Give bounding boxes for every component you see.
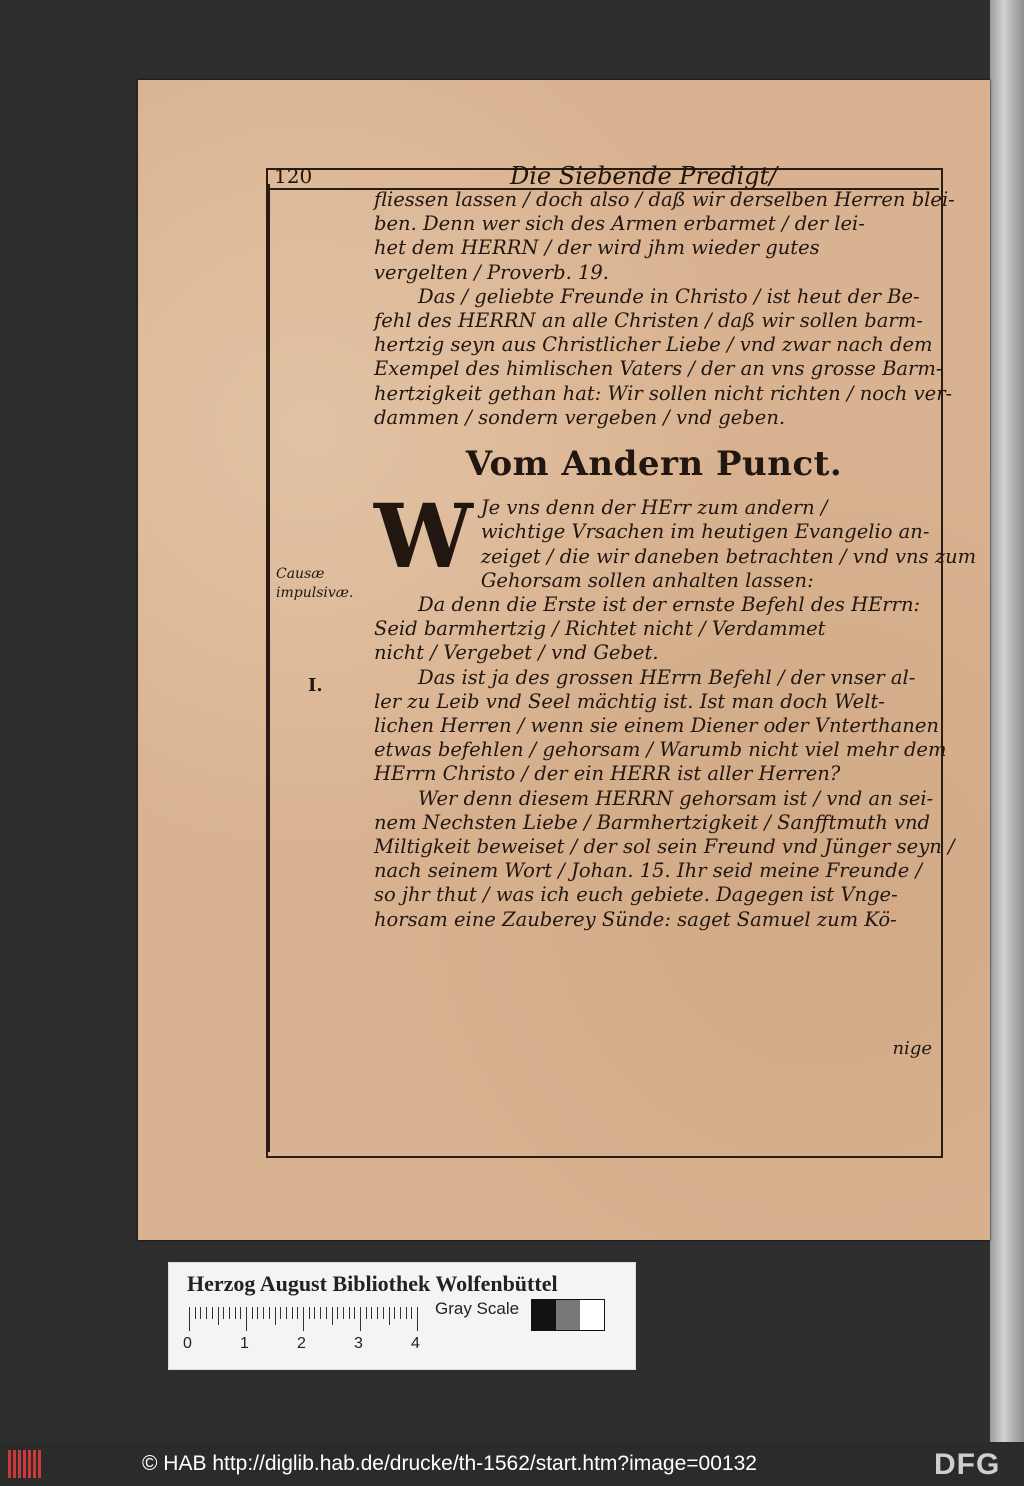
swatch-black [532,1300,556,1330]
text-line: ler zu Leib vnd Seel mächtig ist. Ist man doch Welt- [374,689,885,713]
ruler-tick [383,1307,384,1319]
text-line: het dem HERRN / der wird jhm wieder gutes [374,236,820,260]
footer-link[interactable]: © HAB http://diglib.hab.de/drucke/th-1562/start.htm?image=00132 [142,1452,757,1475]
marginal-note: Causæ impulsivæ. [276,566,354,601]
ruler-tick [389,1307,390,1325]
text-line: Gehorsam sollen anhalten lassen: [480,568,814,592]
paragraph-2 [374,284,953,430]
text-line: lichen Herren / wenn sie einem Diener oder Vnterthanen [374,714,939,738]
text-line: nem Nechsten Liebe / Barmhertzigkeit / Sanfftmuth vnd [374,810,931,834]
ruler-tick [206,1307,207,1319]
ruler-tick [229,1307,230,1319]
ruler-tick [303,1307,304,1331]
text-line: nicht / Vergebet / vnd Gebet. [374,641,659,665]
ruler-tick [240,1307,241,1319]
ruler-tick [297,1307,298,1319]
text-line: ben. Denn wer sich des Armen erbarmet / der lei- [374,212,865,236]
text-line: hertzigkeit gethan hat: Wir sollen nicht richten / noch ver- [374,381,953,405]
gray-scale-swatches [531,1299,605,1331]
gray-scale-label: Gray Scale [435,1299,520,1318]
ruler-tick [417,1307,418,1331]
ruler-tick [275,1307,276,1325]
paragraph-5 [374,665,947,787]
ruler-tick [269,1307,270,1319]
ruler-tick [263,1307,264,1319]
dfg-logo: DFG [934,1448,1001,1481]
ruler-tick [252,1307,253,1319]
ruler-tick [366,1307,367,1319]
ruler-tick [343,1307,344,1319]
paragraph-6 [374,786,955,932]
text-line: vergelten / Proverb. 19. [374,260,609,284]
text-line: Wer denn diesem HERRN gehorsam ist / vnd an sei- [418,786,934,810]
text-line: Seid barmhertzig / Richtet nicht / Verdammet [374,617,826,641]
text-line: dammen / sondern vergeben / vnd geben. [374,405,786,429]
ruler-labels [183,1335,443,1355]
ruler-scale [189,1307,425,1331]
ruler-tick [326,1307,327,1319]
ruler-tick [280,1307,281,1319]
ruler-tick [189,1307,190,1331]
ruler-tick [394,1307,395,1319]
swatch-gray [556,1300,580,1330]
ruler-tick [360,1307,361,1331]
drop-cap: W [374,484,473,589]
text-line: Exempel des himlischen Vaters / der an vns grosse Barm- [374,357,943,381]
text-line: nach seinem Wort / Johan. 15. Ihr seid meine Freunde / [374,859,923,883]
ruler-tick [246,1307,247,1331]
ruler-tick [292,1307,293,1319]
ruler-tick [235,1307,236,1319]
scanner-edge [990,0,1024,1442]
text-line: Miltigkeit beweiset / der sol sein Freund vnd Jünger seyn / [374,835,955,859]
ruler-label: 0 [183,1335,192,1352]
catchword: nige [892,1038,932,1059]
text-line: etwas befehlen / gehorsam / Warumb nicht viel mehr dem [374,738,947,762]
ruler-label: 3 [354,1335,363,1352]
ruler-tick [195,1307,196,1319]
ruler-tick [309,1307,310,1319]
text-line: Da denn die Erste ist der ernste Befehl des HErrn: [418,593,921,617]
ruler-label: 2 [297,1335,306,1352]
text-line: so jhr thut / was ich euch gebiete. Dagegen ist Vnge- [374,883,898,907]
ruler-tick [377,1307,378,1319]
text-line: Das / geliebte Freunde in Christo / ist heut der Be- [418,284,920,308]
ruler-tick [337,1307,338,1319]
ruler-tick [371,1307,372,1319]
text-line: fliessen lassen / doch also / daß wir derselben Herren blei- [374,188,955,211]
card-title: Herzog August Bibliothek Wolfenbüttel [187,1271,558,1296]
text-line: Je vns denn der HErr zum andern / [480,496,828,520]
hab-logo-icon [8,1450,42,1478]
page-number: 120 [274,164,313,188]
body-text [374,188,977,932]
ruler-tick [349,1307,350,1319]
paragraph-4 [374,593,934,666]
text-line: fehl des HERRN an alle Christen / daß wir sollen barm- [374,309,923,333]
ruler-tick [332,1307,333,1325]
ruler-tick [223,1307,224,1319]
ruler-tick [320,1307,321,1319]
ruler-label: 4 [411,1335,420,1352]
viewer-footer [0,1442,1024,1486]
book-page [138,80,990,1240]
ruler-tick [314,1307,315,1319]
ruler-tick [286,1307,287,1319]
ruler-label: 1 [240,1335,249,1352]
ruler-tick [406,1307,407,1319]
text-line: hertzig seyn aus Christlicher Liebe / vnd zwar nach dem [374,333,933,357]
text-line: horsam eine Zauberey Sünde: saget Samuel zum Kö- [374,907,897,931]
text-line: zeiget / die wir daneben betrachten / vnd vns zum [480,544,977,568]
ruler-tick [200,1307,201,1319]
paragraph-3 [374,484,977,593]
ruler-tick [411,1307,412,1319]
running-title: Die Siebende Predigt/ [510,162,778,190]
ruler-tick [257,1307,258,1319]
text-line: Das ist ja des grossen HErrn Befehl / der vnser al- [418,665,916,689]
paragraph-1 [374,188,955,285]
text-line: wichtige Vrsachen im heutigen Evangelio an- [480,520,930,544]
colour-calibration-card [168,1262,636,1370]
ruler-tick [218,1307,219,1325]
section-heading: Vom Andern Punct. [465,444,843,485]
margin-rule [268,184,270,1152]
marginal-number: I. [308,675,323,696]
ruler-tick [400,1307,401,1319]
ruler-tick [212,1307,213,1319]
text-line: HErrn Christo / der ein HERR ist aller Herren? [374,762,841,786]
swatch-white [580,1300,604,1330]
ruler-tick [354,1307,355,1319]
